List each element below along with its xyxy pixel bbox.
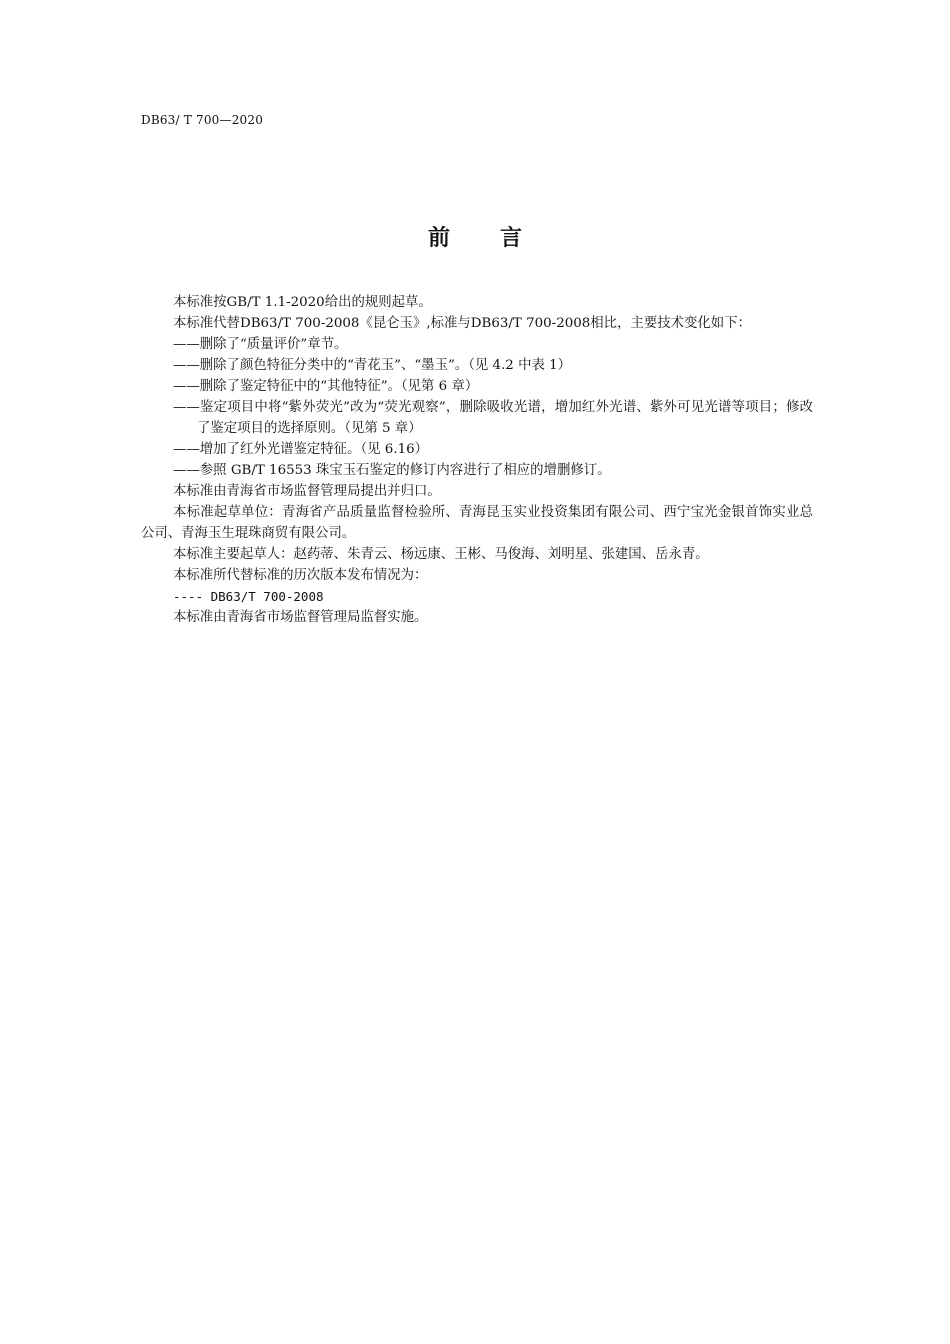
previous-edition-item: ---- DB63/T 700-2008: [173, 589, 324, 604]
change-item-5: ——增加了红外光谱鉴定特征。（见 6.16）: [173, 442, 429, 457]
paragraph-drafters: 本标准主要起草人：赵药蒂、朱青云、杨远康、王彬、马俊海、刘明星、张建国、岳永青。: [173, 547, 709, 562]
paragraph-drafting-rules: 本标准按GB/T 1.1-2020给出的规则起草。: [173, 295, 432, 310]
page-title: [0, 221, 950, 252]
change-item-6: ——参照 GB/T 16553 珠宝玉石鉴定的修订内容进行了相应的增删修订。: [173, 463, 611, 478]
paragraph-previous-editions: 本标准所代替标准的历次版本发布情况为：: [173, 568, 428, 583]
paragraph-implementation: 本标准由青海省市场监督管理局监督实施。: [173, 610, 428, 625]
change-item-1: ——删除了“质量评价”章节。: [173, 337, 348, 352]
foreword-body: [141, 292, 813, 628]
change-item-3: ——删除了鉴定特征中的“其他特征”。（见第 6 章）: [173, 379, 479, 394]
title-char-1: 前: [427, 226, 450, 251]
change-item-2: ——删除了颜色特征分类中的“青花玉”、“墨玉”。（见 4.2 中表 1）: [173, 358, 572, 373]
paragraph-drafting-units: 本标准起草单位：青海省产品质量监督检验所、青海昆玉实业投资集团有限公司、西宁宝光金银首饰实业总公司、青海玉生琨珠商贸有限公司。: [141, 505, 813, 541]
title-char-2: 言: [500, 226, 523, 251]
paragraph-replaces: 本标准代替DB63/T 700-2008《昆仑玉》,标准与DB63/T 700-2008相比，主要技术变化如下：: [173, 316, 751, 331]
change-item-4: ——鉴定项目中将“紫外荧光”改为“荧光观察”，删除吸收光谱，增加红外光谱、紫外可见光谱等项目；修改了鉴定项目的选择原则。（见第 5 章）: [173, 400, 813, 436]
document-code: DB63/ T 700—2020: [141, 113, 264, 127]
paragraph-proposer: 本标准由青海省市场监督管理局提出并归口。: [173, 484, 441, 499]
